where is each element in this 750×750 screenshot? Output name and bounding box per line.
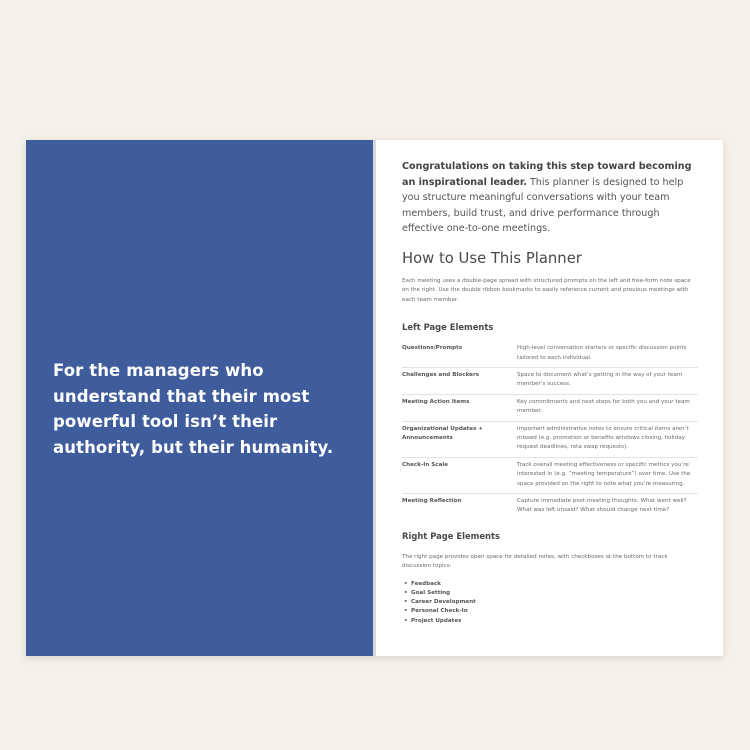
element-name: Questions/Prompts bbox=[402, 341, 517, 367]
topics-list bbox=[402, 580, 698, 626]
right-elements-description: The right page provides open space for detailed notes, with checkboxes at the bottom to track discussion topics: bbox=[402, 553, 668, 570]
table-row bbox=[402, 394, 698, 421]
right-page bbox=[376, 140, 723, 656]
table-row bbox=[402, 457, 698, 493]
element-name: Check-In Scale bbox=[402, 457, 517, 493]
intro-text: This planner is designed to help you structure meaningful conversations with your team members, build trust, and drive performance through effective one-to-one meetings. bbox=[402, 176, 684, 235]
left-page bbox=[26, 140, 373, 656]
page-title: How to Use This Planner bbox=[402, 249, 582, 267]
planner-description: Each meeting uses a double-page spread with structured prompts on the left and free-form note space on the right. Use the double ribbon bookmarks to easily reference current and previous meetings with each team member. bbox=[402, 277, 691, 303]
list-item: • Career Development bbox=[411, 598, 698, 607]
right-elements-heading: Right Page Elements bbox=[402, 530, 500, 541]
element-description: Space to document what’s getting in the way of your team member’s success. bbox=[517, 368, 698, 395]
element-description: Capture immediate post-meeting thoughts: What went well? What was left unsaid? What should change next time? bbox=[517, 498, 687, 514]
table-row bbox=[402, 368, 698, 395]
intro-bold: Congratulations on taking this step toward becoming an inspirational leader. bbox=[402, 161, 692, 188]
element-name: Meeting Reflection bbox=[402, 498, 462, 505]
table-row bbox=[402, 341, 698, 367]
element-description: Key commitments and next steps for both you and your team member. bbox=[517, 394, 698, 421]
dedication-quote: For the managers who understand that their most powerful tool isn’t their authority, but their humanity. bbox=[53, 361, 334, 457]
element-name: Organizational Updates + Announcements bbox=[402, 421, 517, 457]
element-name: Challenges and Blockers bbox=[402, 368, 517, 395]
element-name: Meeting Action Items bbox=[402, 394, 517, 421]
planner-spread bbox=[26, 140, 723, 656]
list-item: • Feedback bbox=[411, 580, 698, 589]
right-page-content bbox=[402, 159, 698, 626]
table-row bbox=[402, 494, 698, 520]
element-description: Track overall meeting effectiveness or specific metrics you’re interested in (e.g. “meeting temperature”) over time. Use the space provided on the right to note what you’re measuring. bbox=[517, 457, 698, 493]
intro-paragraph bbox=[402, 159, 698, 237]
list-item: • Goal Setting bbox=[411, 589, 698, 598]
left-elements-table bbox=[402, 341, 698, 520]
table-row bbox=[402, 421, 698, 457]
left-elements-heading: Left Page Elements bbox=[402, 322, 494, 333]
list-item: • Project Updates bbox=[411, 617, 698, 626]
list-item: • Personal Check-In bbox=[411, 607, 698, 616]
element-description: Important administrative notes to ensure critical items aren’t missed (e.g. promotion or benefits windows closing, holiday request deadlines, rota swap requests). bbox=[517, 421, 698, 457]
element-description: High-level conversation starters or specific discussion points tailored to each individual. bbox=[517, 341, 698, 367]
